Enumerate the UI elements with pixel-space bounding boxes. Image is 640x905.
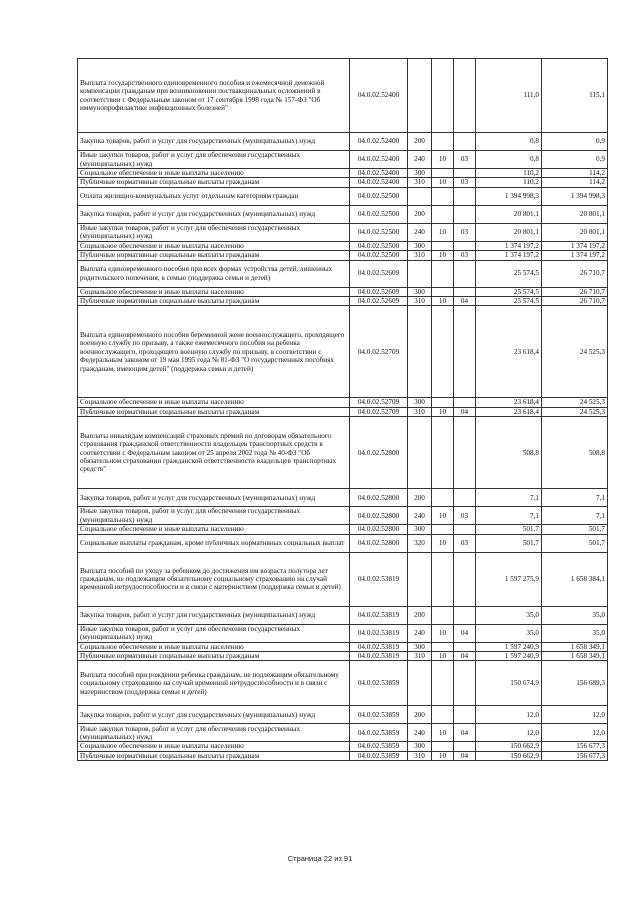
row-amount-year1: 25 574,5 [476,260,542,287]
row-name: Социальное обеспечение и иные выплаты населению [78,742,350,751]
row-amount-year2: 12,0 [542,706,608,724]
row-expense-type: 200 [408,706,432,724]
row-amount-year2: 0,9 [542,133,608,151]
row-amount-year1: 25 574,5 [476,287,542,296]
row-code: 04.0.02.53819 [350,552,408,606]
row-expense-type: 300 [408,241,432,250]
row-code: 04.0.02.52609 [350,260,408,287]
row-name: Закупка товаров, работ и услуг для государственных (муниципальных) нужд [78,205,350,223]
row-expense-type: 310 [408,251,432,260]
row-code: 04.0.02.52800 [350,417,408,489]
row-amount-year2: 20 801,1 [542,205,608,223]
row-amount-year2: 501,7 [542,525,608,534]
row-amount-year1: 25 574,5 [476,297,542,306]
table-row [78,59,608,133]
row-section [432,260,454,287]
row-subsection: 03 [454,251,476,260]
row-section [432,241,454,250]
row-amount-year2: 1 658 384,1 [542,552,608,606]
table-row [78,287,608,296]
row-section: 10 [432,297,454,306]
row-name: Выплата государственного единовременного пособия и ежемесячной денежной компенсации гражданам при возникновении поствакцинальных осложнений в соответствии с Федеральным законом от 17 сентября 1998 года № 157-ФЗ "Об иммунопрофилактике инфекционных болезней" [78,59,350,133]
row-amount-year2: 1 658 349,1 [542,652,608,661]
row-name: Выплата пособий при рождении ребенка гражданам, не подлежащим обязательному социальному страхованию на случай временной нетрудоспособности и в связи с материнством (поддержка семьи и детей) [78,661,350,706]
table-row [78,417,608,489]
row-expense-type: 240 [408,624,432,642]
row-expense-type: 300 [408,169,432,178]
row-subsection [454,642,476,651]
row-code: 04.0.02.52400 [350,133,408,151]
row-amount-year1: 1 374 197,2 [476,241,542,250]
row-code: 04.0.02.52400 [350,169,408,178]
row-amount-year2: 1 374 197,2 [542,251,608,260]
row-section [432,205,454,223]
row-code: 04.0.02.53859 [350,706,408,724]
row-section [432,169,454,178]
row-section: 10 [432,507,454,525]
row-expense-type [408,187,432,205]
row-expense-type: 310 [408,178,432,187]
row-amount-year1: 1 597 275,9 [476,552,542,606]
table-row [78,306,608,398]
table-row [78,624,608,642]
row-amount-year2: 0,9 [542,151,608,169]
row-section [432,59,454,133]
row-amount-year1: 150 674,9 [476,661,542,706]
row-name: Социальное обеспечение и иные выплаты населению [78,525,350,534]
page-number: Страница 22 из 91 [287,854,353,863]
row-amount-year1: 501,7 [476,525,542,534]
row-expense-type: 300 [408,742,432,751]
row-subsection [454,525,476,534]
row-name: Закупка товаров, работ и услуг для государственных (муниципальных) нужд [78,606,350,624]
row-amount-year2: 26 710,7 [542,260,608,287]
row-amount-year1: 110,2 [476,178,542,187]
row-section [432,287,454,296]
row-amount-year2: 156 689,3 [542,661,608,706]
budget-table [77,58,608,761]
row-name: Оплата жилищно-коммунальных услуг отдельным категориям граждан [78,187,350,205]
table-row [78,489,608,507]
row-amount-year1: 501,7 [476,534,542,552]
row-expense-type: 240 [408,151,432,169]
row-code: 04.0.02.53859 [350,661,408,706]
row-amount-year1: 35,0 [476,624,542,642]
row-amount-year2: 35,0 [542,606,608,624]
row-section: 10 [432,407,454,416]
row-name: Публичные нормативные социальные выплаты гражданам [78,251,350,260]
row-name: Публичные нормативные социальные выплаты гражданам [78,652,350,661]
row-expense-type: 310 [408,297,432,306]
table-row [78,507,608,525]
table-row [78,151,608,169]
row-section: 10 [432,534,454,552]
row-name: Социальное обеспечение и иные выплаты населению [78,287,350,296]
row-amount-year1: 1 597 240,9 [476,642,542,651]
row-code: 04.0.02.53819 [350,606,408,624]
row-code: 04.0.02.52800 [350,507,408,525]
row-amount-year1: 110,2 [476,169,542,178]
row-amount-year2: 1 658 349,1 [542,642,608,651]
row-amount-year2: 156 677,3 [542,742,608,751]
row-subsection [454,552,476,606]
row-expense-type: 240 [408,223,432,241]
row-amount-year1: 23 618,4 [476,407,542,416]
row-code: 04.0.02.52709 [350,398,408,407]
row-name: Закупка товаров, работ и услуг для государственных (муниципальных) нужд [78,133,350,151]
row-amount-year2: 7,1 [542,489,608,507]
row-section: 10 [432,724,454,742]
row-code: 04.0.02.52500 [350,251,408,260]
row-section: 10 [432,178,454,187]
row-subsection [454,169,476,178]
row-amount-year2: 508,8 [542,417,608,489]
row-subsection: 03 [454,534,476,552]
row-expense-type: 200 [408,606,432,624]
row-subsection [454,205,476,223]
table-row [78,706,608,724]
row-expense-type: 200 [408,133,432,151]
row-name: Публичные нормативные социальные выплаты гражданам [78,178,350,187]
row-amount-year1: 1 394 998,3 [476,187,542,205]
row-amount-year2: 26 710,7 [542,297,608,306]
row-subsection: 03 [454,507,476,525]
table-row [78,742,608,751]
row-code: 04.0.02.53859 [350,742,408,751]
row-subsection [454,260,476,287]
row-subsection: 03 [454,151,476,169]
row-expense-type: 300 [408,525,432,534]
row-code: 04.0.02.53819 [350,624,408,642]
row-subsection [454,398,476,407]
row-subsection: 03 [454,178,476,187]
row-subsection [454,606,476,624]
row-name: Иные закупки товаров, работ и услуг для обеспечения государственных (муниципальных) нужд [78,223,350,241]
row-section: 10 [432,652,454,661]
row-section: 10 [432,151,454,169]
row-subsection [454,742,476,751]
row-amount-year2: 156 677,3 [542,751,608,760]
row-subsection: 04 [454,652,476,661]
row-amount-year2: 7,1 [542,507,608,525]
row-amount-year1: 150 662,9 [476,751,542,760]
row-code: 04.0.02.52709 [350,306,408,398]
row-code: 04.0.02.52500 [350,223,408,241]
row-code: 04.0.02.52500 [350,187,408,205]
row-amount-year1: 150 662,9 [476,742,542,751]
row-expense-type: 310 [408,407,432,416]
row-amount-year1: 23 618,4 [476,398,542,407]
table-row [78,187,608,205]
row-amount-year2: 1 394 998,3 [542,187,608,205]
row-code: 04.0.02.52400 [350,151,408,169]
row-section: 10 [432,751,454,760]
row-code: 04.0.02.52500 [350,241,408,250]
row-code: 04.0.02.52800 [350,489,408,507]
row-amount-year2: 24 525,3 [542,306,608,398]
row-name: Социальное обеспечение и иные выплаты населению [78,398,350,407]
row-subsection: 04 [454,407,476,416]
row-section [432,552,454,606]
table-body [78,59,608,761]
row-code: 04.0.02.52609 [350,297,408,306]
row-subsection [454,489,476,507]
table-row [78,260,608,287]
row-amount-year1: 12,0 [476,706,542,724]
row-section [432,706,454,724]
row-code: 04.0.02.52800 [350,525,408,534]
row-amount-year2: 114,2 [542,178,608,187]
row-expense-type: 200 [408,489,432,507]
row-subsection: 03 [454,223,476,241]
row-code: 04.0.02.53859 [350,751,408,760]
row-name: Публичные нормативные социальные выплаты гражданам [78,407,350,416]
row-section [432,606,454,624]
table-row [78,297,608,306]
row-name: Выплаты инвалидам компенсаций страховых премий по договорам обязательного страхования гражданской ответственности владельцев транспортных средств в соответствии с Федеральным законом от 25 апреля 2002 года № 40-ФЗ "Об обязательном страховании гражданской ответственности владельцев транспортных средств" [78,417,350,489]
row-subsection [454,187,476,205]
row-amount-year1: 111,0 [476,59,542,133]
table-row [78,223,608,241]
row-amount-year2: 115,1 [542,59,608,133]
row-expense-type: 240 [408,507,432,525]
row-section [432,306,454,398]
table-row [78,652,608,661]
row-amount-year1: 0,8 [476,133,542,151]
row-amount-year2: 12,0 [542,724,608,742]
row-amount-year1: 12,0 [476,724,542,742]
row-section: 10 [432,624,454,642]
row-subsection: 04 [454,297,476,306]
row-subsection [454,306,476,398]
table-row [78,552,608,606]
row-amount-year1: 23 618,4 [476,306,542,398]
row-amount-year1: 508,8 [476,417,542,489]
row-expense-type: 310 [408,751,432,760]
table-row [78,398,608,407]
row-expense-type [408,552,432,606]
row-name: Публичные нормативные социальные выплаты гражданам [78,751,350,760]
row-code: 04.0.02.52400 [350,59,408,133]
row-section [432,742,454,751]
row-amount-year2: 501,7 [542,534,608,552]
row-section: 10 [432,223,454,241]
row-name: Иные закупки товаров, работ и услуг для обеспечения государственных (муниципальных) нужд [78,624,350,642]
row-name: Социальное обеспечение и иные выплаты населению [78,642,350,651]
row-code: 04.0.02.52400 [350,178,408,187]
row-subsection [454,133,476,151]
row-subsection [454,661,476,706]
row-subsection [454,287,476,296]
row-amount-year2: 26 710,7 [542,287,608,296]
row-expense-type: 240 [408,724,432,742]
row-expense-type [408,306,432,398]
row-name: Выплата единовременного пособия при всех формах устройства детей, лишенных родительского попечения, в семью (поддержка семьи и детей) [78,260,350,287]
table-row [78,178,608,187]
row-amount-year1: 20 801,1 [476,223,542,241]
row-section [432,398,454,407]
row-name: Публичные нормативные социальные выплаты гражданам [78,297,350,306]
row-subsection [454,59,476,133]
row-section [432,133,454,151]
table-row [78,525,608,534]
row-section [432,525,454,534]
row-section [432,661,454,706]
row-expense-type: 300 [408,642,432,651]
row-expense-type: 300 [408,398,432,407]
row-amount-year1: 0,8 [476,151,542,169]
table-row [78,606,608,624]
row-name: Выплата единовременного пособия беременной жене военнослужащего, проходящего военную службу по призыву, а также ежемесячного пособия на ребенка военнослужащего, проходящего военную службу по призыву, в соответствии с Федеральным законом от 19 мая 1995 года № 81-ФЗ "О государственных пособиях гражданам, имеющим детей" (поддержка семьи и детей) [78,306,350,398]
row-name: Иные закупки товаров, работ и услуг для обеспечения государственных (муниципальных) нужд [78,724,350,742]
row-expense-type [408,260,432,287]
row-code: 04.0.02.53819 [350,642,408,651]
row-name: Социальное обеспечение и иные выплаты населению [78,241,350,250]
row-section [432,489,454,507]
row-subsection: 04 [454,751,476,760]
table-row [78,534,608,552]
row-name: Выплата пособий по уходу за ребенком до достижения им возраста полутора лет гражданам, не подлежащим обязательному социальному страхованию на случай временной нетрудоспособности и в связи с материнством (поддержка семьи и детей) [78,552,350,606]
row-amount-year1: 7,1 [476,507,542,525]
row-code: 04.0.02.52609 [350,287,408,296]
row-section [432,187,454,205]
row-expense-type: 300 [408,287,432,296]
row-code: 04.0.02.52500 [350,205,408,223]
table-row [78,724,608,742]
row-expense-type: 320 [408,534,432,552]
row-expense-type [408,59,432,133]
row-amount-year2: 24 525,3 [542,407,608,416]
row-name: Закупка товаров, работ и услуг для государственных (муниципальных) нужд [78,706,350,724]
row-section: 10 [432,251,454,260]
row-expense-type: 200 [408,205,432,223]
row-name: Социальные выплаты гражданам, кроме публичных нормативных социальных выплат [78,534,350,552]
table-row [78,661,608,706]
table-row [78,642,608,651]
row-subsection [454,706,476,724]
row-expense-type [408,417,432,489]
row-amount-year1: 35,0 [476,606,542,624]
row-code: 04.0.02.52709 [350,407,408,416]
row-amount-year2: 35,0 [542,624,608,642]
table-row [78,169,608,178]
row-name: Социальное обеспечение и иные выплаты населению [78,169,350,178]
table-row [78,407,608,416]
table-row [78,133,608,151]
row-amount-year2: 24 525,3 [542,398,608,407]
row-expense-type [408,661,432,706]
row-amount-year1: 1 374 197,2 [476,251,542,260]
row-code: 04.0.02.53819 [350,652,408,661]
row-code: 04.0.02.53859 [350,724,408,742]
row-subsection: 04 [454,624,476,642]
table-row [78,205,608,223]
row-amount-year1: 20 801,1 [476,205,542,223]
table-row [78,751,608,760]
row-amount-year2: 1 374 197,2 [542,241,608,250]
row-name: Иные закупки товаров, работ и услуг для обеспечения государственных (муниципальных) нужд [78,507,350,525]
row-subsection [454,417,476,489]
row-amount-year1: 1 597 240,9 [476,652,542,661]
row-amount-year2: 114,2 [542,169,608,178]
row-code: 04.0.02.52800 [350,534,408,552]
row-name: Закупка товаров, работ и услуг для государственных (муниципальных) нужд [78,489,350,507]
table-row [78,251,608,260]
row-section [432,642,454,651]
row-section [432,417,454,489]
row-subsection: 04 [454,724,476,742]
row-amount-year1: 7,1 [476,489,542,507]
row-subsection [454,241,476,250]
row-expense-type: 310 [408,652,432,661]
row-amount-year2: 20 801,1 [542,223,608,241]
table-row [78,241,608,250]
row-name: Иные закупки товаров, работ и услуг для обеспечения государственных (муниципальных) нужд [78,151,350,169]
